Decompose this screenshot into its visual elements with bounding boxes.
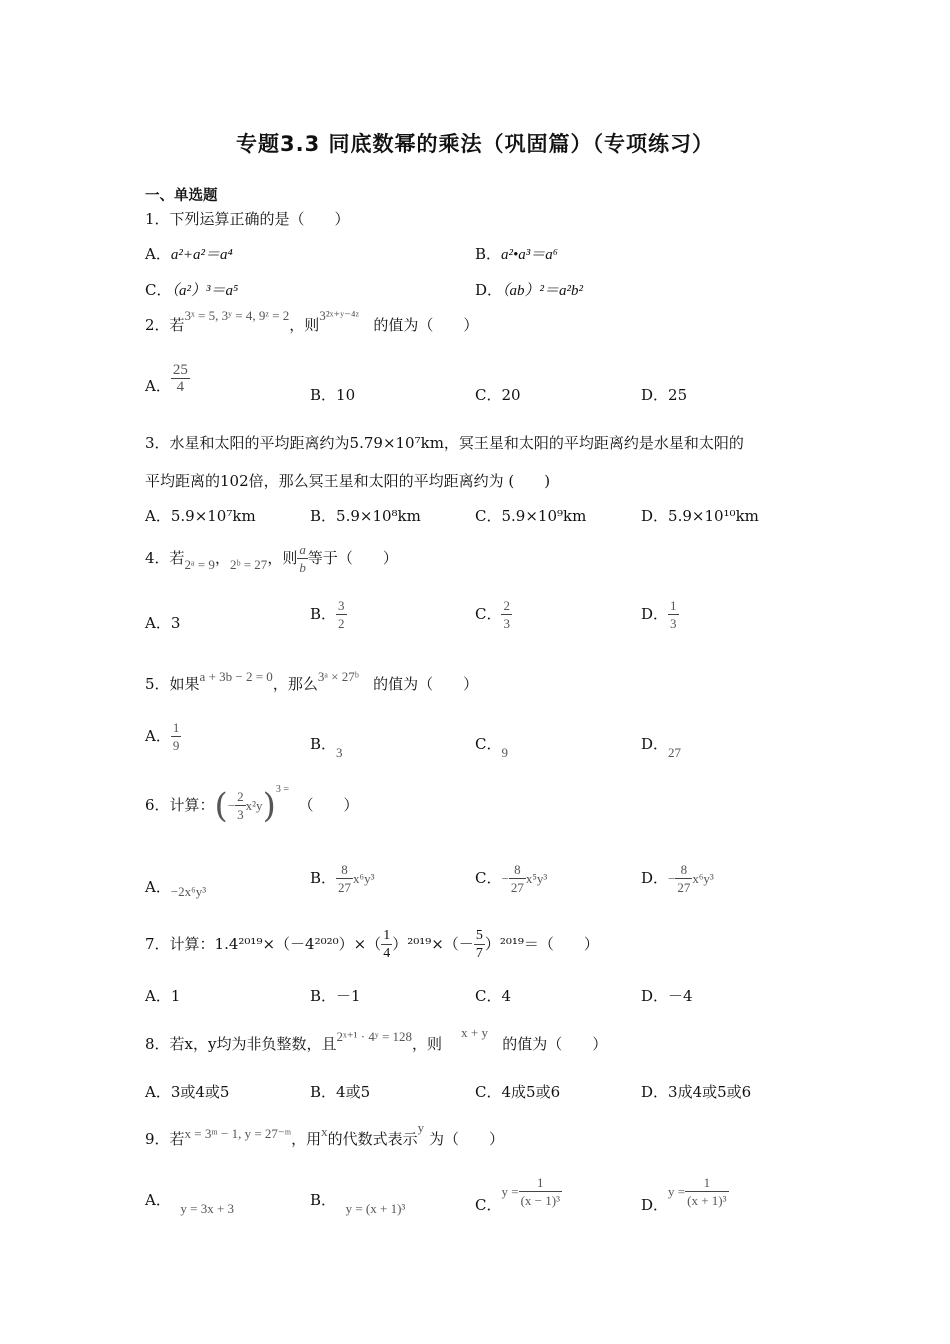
q3-option-d[interactable]: D．5.9×10¹⁰km [641,507,759,525]
q3-option-b[interactable]: B．5.9×10⁸km [310,507,421,525]
q5-option-b[interactable]: B．3 [310,735,343,760]
q6-inner: x²y [245,798,263,813]
q8-option-b[interactable]: B．4或5 [310,1083,371,1101]
q7-option-b[interactable]: B．－1 [310,987,361,1005]
q4-option-d[interactable]: D． $\frac{1}{3}$ [641,598,677,631]
q3-option-c[interactable]: C．5.9×10⁹km [475,507,587,525]
q4-condition-1: 2ᵃ = 9 [184,557,215,572]
q2-option-b[interactable]: B．10 [310,386,356,404]
q4-condition-2: 2ᵇ = 27 [229,557,268,572]
q8-option-d[interactable]: D．3成4或5或6 [641,1083,752,1101]
page-title: 专题3.3 同底数幂的乘法（巩固篇）（专项练习） [235,132,714,156]
q7-option-c[interactable]: C．4 [475,987,512,1005]
question-7: 7．计算：1.4²⁰¹⁹×（－4²⁰²⁰）×（ $\frac{1}{4}$ ）²⁰¹⁹×（－ $\frac{5}{7}$ ）²⁰¹⁹＝（ ） [145,928,599,961]
question-3-line-1: 3．水星和太阳的平均距离约为5.79×10⁷km，冥王星和太阳的平均距离约是水星和太阳的 [145,434,744,452]
q6-option-c[interactable]: C．− $\frac{8}{27}$ x⁵y³ [475,862,548,895]
q2-expression: 3²ˣ⁺ʸ⁻⁴ᶻ [319,308,360,323]
q9-option-d[interactable]: D．y = $\frac{1}{\text{(x + 1)³}}$ [641,1175,727,1214]
q8-option-c[interactable]: C．4成5或6 [475,1083,561,1101]
question-8: 8．若x，y均为非负整数，且2ˣ⁺¹ · 4ʸ = 128，则 x + y 的值为（ ） [145,1025,608,1053]
question-5: 5．如果a + 3b − 2 = 0，那么3ᵃ × 27ᵇ 的值为（ ） [145,669,479,693]
q6-option-d[interactable]: D．− $\frac{8}{27}$ x⁶y³ [641,862,714,895]
question-6: 6．计算：(− $\frac{2}{3}$ x²y)$^{3 =}$ （ ） [145,784,359,826]
q7-option-d[interactable]: D．－4 [641,987,693,1005]
q9-option-b[interactable]: B． y = (x + 1)³ [310,1191,406,1216]
q1-option-b[interactable]: B．a²•a³＝a⁶ [475,245,558,263]
q2-option-c[interactable]: C．20 [475,386,521,404]
q5-condition: a + 3b − 2 = 0 [199,669,273,684]
q1-option-d[interactable]: D．（ab）²＝a²b² [475,281,584,299]
q6-option-b[interactable]: B． $\frac{8}{27}$ x⁶y³ [310,862,375,895]
q5-option-c[interactable]: C．9 [475,735,508,760]
q9-option-a[interactable]: A． y = 3x + 3 [145,1191,235,1216]
q3-option-a[interactable]: A．5.9×10⁷km [145,507,256,525]
q9-condition: x = 3ᵐ − 1, y = 27⁻ᵐ [184,1126,292,1141]
q4-option-a[interactable]: A．3 [145,614,181,632]
q9-option-c[interactable]: C．y = $\frac{1}{\text{(x − 1)³}}$ [475,1175,560,1214]
question-2: 2．若3ˣ = 5, 3ʸ = 4, 9ᶻ = 2，则3²ˣ⁺ʸ⁻⁴ᶻ 的值为（ ） [145,308,479,334]
q2-option-d[interactable]: D．25 [641,386,688,404]
q5-expression: 3ᵃ × 27ᵇ [317,669,359,684]
q2-option-a[interactable]: A． $\frac{25}{4}$ [145,362,188,395]
q1-option-a[interactable]: A．a²+a²＝a⁴ [145,245,233,263]
q4-option-c[interactable]: C． $\frac{2}{3}$ [475,598,510,631]
q5-option-a[interactable]: A． $\frac{1}{9}$ [145,720,180,753]
q5-option-d[interactable]: D．27 [641,735,682,760]
q7-option-a[interactable]: A．1 [145,987,181,1005]
q1-option-c[interactable]: C．（a²）³＝a⁵ [145,281,239,299]
q8-condition: 2ˣ⁺¹ · 4ʸ = 128 [336,1029,413,1044]
q8-expression: x + y [461,1025,488,1040]
q6-option-a[interactable]: A．−2x⁶y³ [145,878,207,899]
question-9: 9．若x = 3ᵐ − 1, y = 27⁻ᵐ，用x的代数式表示y 为（ ） [145,1120,504,1148]
question-1: 1．下列运算正确的是（ ） [145,210,350,228]
q4-option-b[interactable]: B． $\frac{3}{2}$ [310,598,345,631]
section-heading: 一、单选题 [145,188,218,204]
question-3-line-2: 平均距离的102倍，那么冥王星和太阳的平均距离约为 ( ) [145,472,551,490]
question-4: 4．若2ᵃ = 9，2ᵇ = 27，则 $\frac{a}{b}$ 等于（ ） [145,542,398,575]
q8-option-a[interactable]: A．3或4或5 [145,1083,230,1101]
q2-condition: 3ˣ = 5, 3ʸ = 4, 9ᶻ = 2 [184,308,290,323]
